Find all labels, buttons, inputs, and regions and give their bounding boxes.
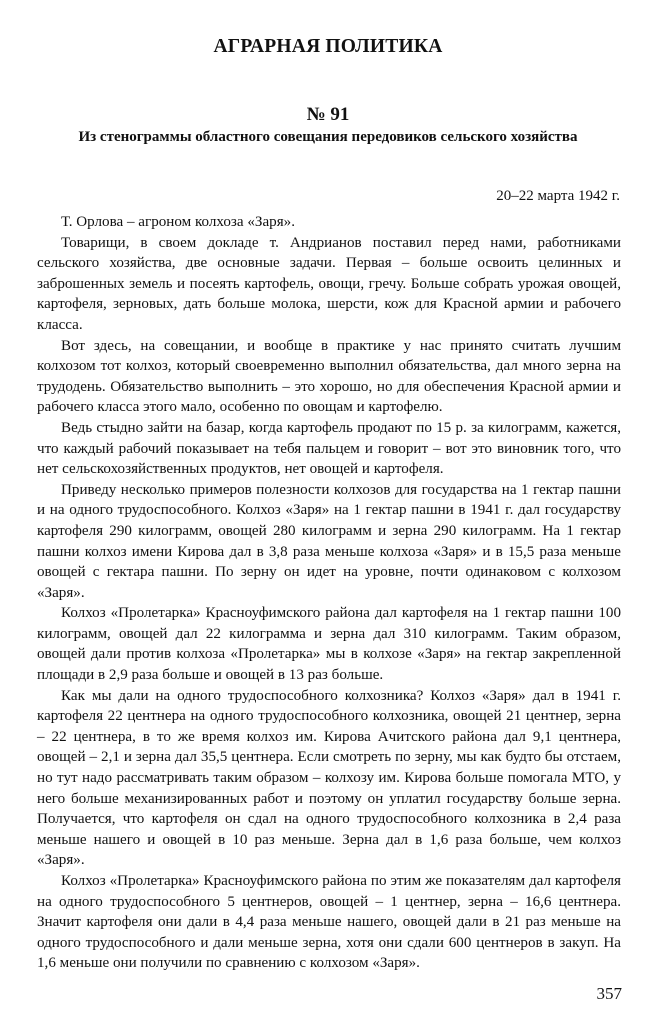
page-number: 357 xyxy=(596,984,622,1003)
paragraph: Приведу несколько примеров полезности колхозов для государства на 1 гектар пашни и на одного трудоспособного. Колхоз «Заря» на 1 гектар пашни в 1941 г. дал государству картофеля 290 килограмм, овощей 280 килограмм и зерна 290 килограмм. На 1 гектар пашни колхоз имени Кирова дал в 3,8 раза меньше колхоза «Заря» и в 15,5 раза меньше овощей с гектара пашни. По зерну он идет на уровне, почти одинаковом с колхозом «Заря». xyxy=(37,481,621,601)
paragraph: Ведь стыдно зайти на базар, когда картофель продают по 15 р. за килограмм, кажется, что каждый рабочий показывает на тебя пальцем и говорит – вот это виновник того, что нет сельскохозяйственных продуктов, нет овощей и картофеля. xyxy=(37,419,621,478)
paragraph: Вот здесь, на совещании, и вообще в практике у нас принято считать лучшим колхозом тот колхоз, который своевременно выполнил обязательства, дал много зерна на трудодень. Обязательство выполнить – это хорошо, но для обеспечения Красной армии и рабочего класса этого мало, особенно по овощам и картофелю. xyxy=(37,337,621,416)
document-date: 20–22 марта 1942 г. xyxy=(496,188,620,204)
document-number: № 91 xyxy=(306,104,350,125)
paragraph: Товарищи, в своем докладе т. Андрианов поставил перед нами, работниками сельского хозяйства, две основные задачи. Первая – больше освоить целинных и заброшенных земель и посеять картофель, овощи, гречу. Больше собрать урожая овощей, картофеля, зерновых, дать больше молока, шерсти, кож для Красной армии и рабочего класса. xyxy=(37,234,621,333)
paragraph: Колхоз «Пролетарка» Красноуфимского района по этим же показателям дал картофеля на одного трудоспособного 5 центнеров, овощей – 1 центнер, зерна – 16,6 центнера. Значит картофеля они дали в 4,4 раза меньше нашего, овощей дали в 21 раз меньше на одного трудоспособного и дали меньше зерна, хотя они сдали 600 центнеров в закуп. На 1,6 меньше они получили по сравнению с колхозом «Заря». xyxy=(37,873,621,972)
document-body xyxy=(37,212,621,974)
paragraph: Т. Орлова – агроном колхоза «Заря». xyxy=(61,214,295,230)
paragraph: Колхоз «Пролетарка» Красноуфимского района дал картофеля на 1 гектар пашни 100 килограмм, овощей дал 22 килограмма и зерна дал 310 килограмм. Таким образом, овощей дали против колхоза «Пролетарка» мы в колхозе «Заря» на гектар закрепленной площади в 2,9 раза больше и овощей в 13 раз больше. xyxy=(37,605,621,684)
paragraph: Как мы дали на одного трудоспособного колхозника? Колхоз «Заря» дал в 1941 г. картофеля 22 центнера на одного трудоспособного колхозника, овощей 21 центнер, зерна – 22 центнера, в то же время колхоз им. Кирова Ачитского района дал 9,1 центнера, овощей – 2,1 и зерна дал 35,5 центнера. Если смотреть по зерну, мы как будто бы отстаем, но тут надо рассматривать таким образом – колхозу им. Кирова больше помогала МТО, у него больше механизированных работ и поэтому он уплатил государству больше зерна. Получается, что картофеля он сдал на одного трудоспособного колхозника в 2,4 раза меньше нашего и овощей в 10 раз меньше. Зерна дал в 1,6 раза больше, чем колхоз «Заря». xyxy=(37,687,621,869)
section-title: АГРАРНАЯ ПОЛИТИКА xyxy=(213,36,443,57)
document-heading: Из стенограммы областного совещания передовиков сельского хозяйства xyxy=(78,129,578,145)
